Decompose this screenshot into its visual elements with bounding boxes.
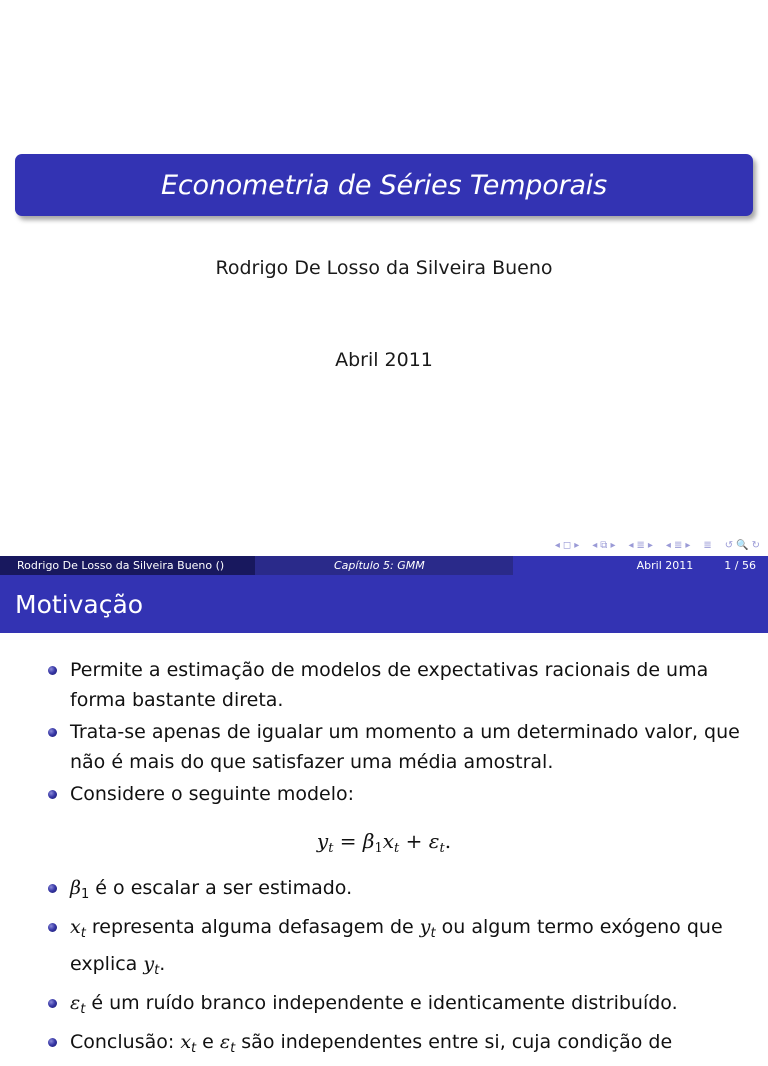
nav-search-icon[interactable]: 🔍 [736, 539, 749, 551]
list-item: $\beta_1$ é o escalar a ser estimado. [46, 873, 746, 910]
beamer-navigation [555, 538, 760, 552]
model-equation: $y_t = \beta_1x_t + \varepsilon_t$. [316, 829, 452, 856]
bullet-icon [48, 790, 57, 799]
bullet-list-top [46, 655, 746, 811]
nav-appendix-icon[interactable]: ≣ [703, 539, 712, 551]
nav-frame-icon[interactable]: ◻ [562, 539, 572, 551]
presentation-date: Abril 2011 [335, 349, 433, 371]
nav-section-icon[interactable]: ≣ [636, 539, 645, 551]
footer-date-page [513, 556, 768, 575]
bullet-icon [48, 999, 57, 1008]
bullet-icon [48, 728, 57, 737]
nav-back-icon[interactable]: ↺ [724, 539, 734, 551]
footer-author [0, 556, 255, 575]
list-item: $x_t$ representa alguma defasagem de $y_t$ ou algum termo exógeno que explica $y_t$. [46, 912, 746, 986]
nav-document-icon[interactable]: ≣ [673, 539, 683, 551]
nav-right-icon[interactable]: ▸ [574, 539, 580, 551]
author-name: Rodrigo De Losso da Silveira Bueno [215, 257, 553, 279]
nav-forward-icon[interactable]: ↻ [751, 539, 760, 551]
bullet-list-bottom [46, 873, 746, 1066]
nav-left-icon[interactable]: ◂ [628, 539, 634, 551]
nav-left-icon[interactable]: ◂ [554, 539, 560, 551]
footer-chapter [255, 556, 513, 575]
bullet-icon [48, 1038, 57, 1047]
list-item: Considere o seguinte modelo: [46, 779, 746, 809]
list-item: $\varepsilon_t$ é um ruído branco independente e identicamente distribuído. [46, 988, 746, 1025]
bullet-icon [48, 666, 57, 675]
title-block [15, 154, 753, 216]
list-item: Conclusão: $x_t$ e $\varepsilon_t$ são independentes entre si, cuja condição de [46, 1027, 746, 1064]
footer-chapter-text: Capítulo 5: GMM [334, 559, 425, 572]
presentation-title: Econometria de Séries Temporais [161, 169, 607, 201]
list-item: Trata-se apenas de igualar um momento a um determinado valor, que não é mais do que satisfazer uma média amostral. [46, 717, 746, 777]
slide-content [0, 633, 768, 1056]
list-item: Permite a estimação de modelos de expectativas racionais de uma forma bastante direta. [46, 655, 746, 715]
bullet-icon [48, 884, 57, 893]
nav-right-icon[interactable]: ▸ [610, 539, 616, 551]
nav-left-icon[interactable]: ◂ [665, 539, 671, 551]
footline [0, 556, 768, 575]
frame-title-text: Motivação [15, 589, 144, 619]
footer-author-text: Rodrigo De Losso da Silveira Bueno () [17, 559, 225, 572]
nav-right-icon[interactable]: ▸ [685, 539, 691, 551]
nav-right-icon[interactable]: ▸ [647, 539, 653, 551]
footer-date: Abril 2011 [636, 559, 694, 572]
nav-subsection-icon[interactable]: ⧉ [600, 539, 608, 551]
bullet-icon [48, 923, 57, 932]
page-number: 1 / 56 [724, 559, 756, 572]
frame-title [0, 575, 768, 633]
nav-left-icon[interactable]: ◂ [592, 539, 598, 551]
